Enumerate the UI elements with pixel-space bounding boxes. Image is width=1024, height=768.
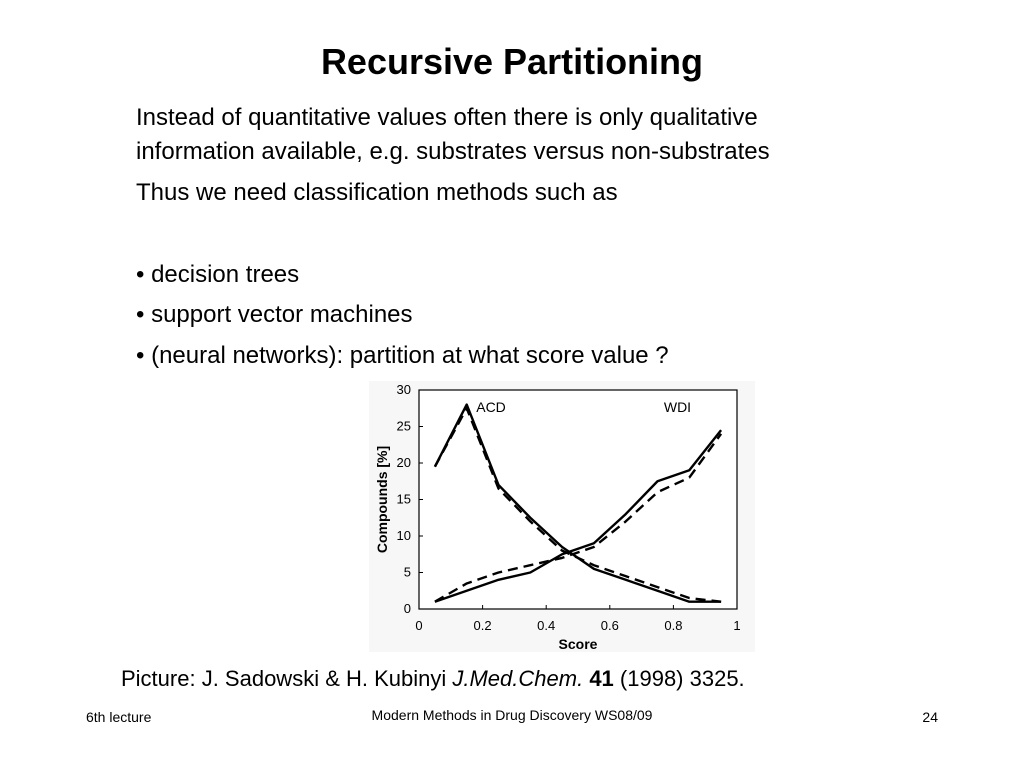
x-tick-label: 1	[733, 618, 741, 633]
bullet-decision-trees: • decision trees	[136, 261, 300, 288]
y-tick-label: 30	[396, 382, 411, 397]
x-axis-label: Score	[558, 636, 598, 652]
y-tick-label: 10	[396, 528, 411, 543]
plot-area	[419, 390, 737, 609]
bullet-support-vector-machines: • support vector machines	[136, 301, 413, 328]
footer-page-number: 24	[922, 709, 938, 725]
footer-lecture: 6th lecture	[86, 709, 152, 725]
y-tick-label: 5	[403, 564, 411, 580]
annotation-wdi: WDI	[663, 398, 692, 415]
annotation-acd: ACD	[476, 398, 506, 415]
footer-course: Modern Methods in Drug Discovery WS08/09	[371, 707, 653, 723]
y-tick-label: 20	[396, 455, 411, 470]
x-tick-label: 0.6	[600, 618, 619, 633]
bullet-neural-networks: • (neural networks): partition at what score value ?	[136, 342, 669, 369]
y-tick-label: 15	[396, 491, 411, 507]
chart-canvas	[369, 381, 755, 652]
caption-volume: 41	[589, 666, 614, 691]
x-tick-label: 0	[415, 618, 423, 633]
score-distribution-chart	[369, 381, 755, 652]
caption-prefix: Picture: J. Sadowski & H. Kubinyi	[121, 666, 453, 691]
slide-title: Recursive Partitioning	[320, 41, 704, 82]
caption-suffix: (1998) 3325.	[613, 666, 745, 691]
y-tick-label: 25	[396, 418, 411, 434]
x-tick-label: 0.4	[537, 618, 556, 633]
y-axis-label: Compounds [%]	[374, 445, 390, 554]
y-tick-label: 0	[403, 601, 411, 616]
x-tick-label: 0.8	[664, 618, 683, 633]
x-tick-label: 0.2	[473, 618, 492, 633]
caption-journal: J.Med.Chem.	[452, 666, 584, 691]
intro-line-3: Thus we need classification methods such as	[136, 179, 618, 206]
intro-line-1: Instead of quantitative values often there is only qualitative	[136, 104, 758, 131]
figure-caption	[121, 665, 745, 693]
intro-line-2: information available, e.g. substrates versus non-substrates	[136, 138, 770, 165]
